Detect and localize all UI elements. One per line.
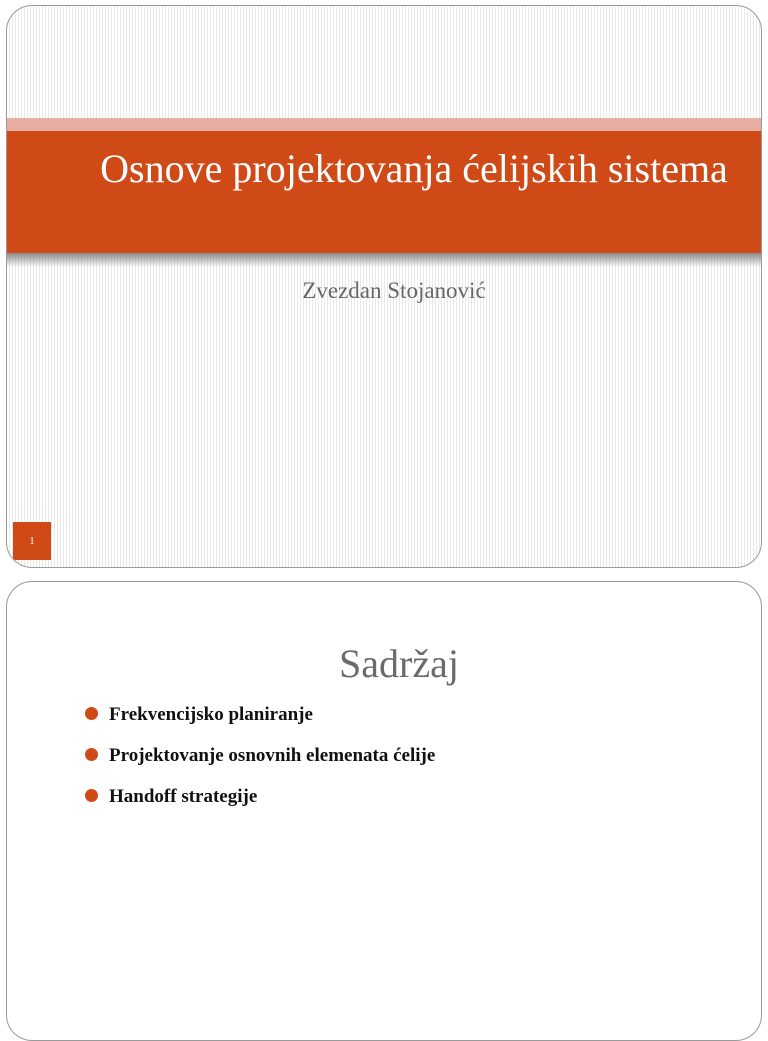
list-item-label: Frekvencijsko planiranje [109,704,313,725]
list-item-label: Handoff strategije [109,786,258,807]
list-item [85,704,435,726]
slide-number: 1 [13,522,51,560]
contents-list [85,704,435,827]
bullet-icon [85,707,98,720]
contents-title: Sadržaj [339,641,459,686]
bullet-icon [85,748,98,761]
title-band-accent [7,118,761,131]
bullet-icon [85,789,98,802]
list-item [85,786,435,808]
list-item [85,745,435,767]
slide-1 [6,5,762,568]
author-name: Zvezdan Stojanović [302,278,486,303]
title-band-shadow [7,253,761,267]
list-item-label: Projektovanje osnovnih elemenata ćelije [109,745,436,766]
slide-2 [6,581,762,1041]
presentation-title: Osnove projektovanja ćelijskih sistema [100,146,728,191]
